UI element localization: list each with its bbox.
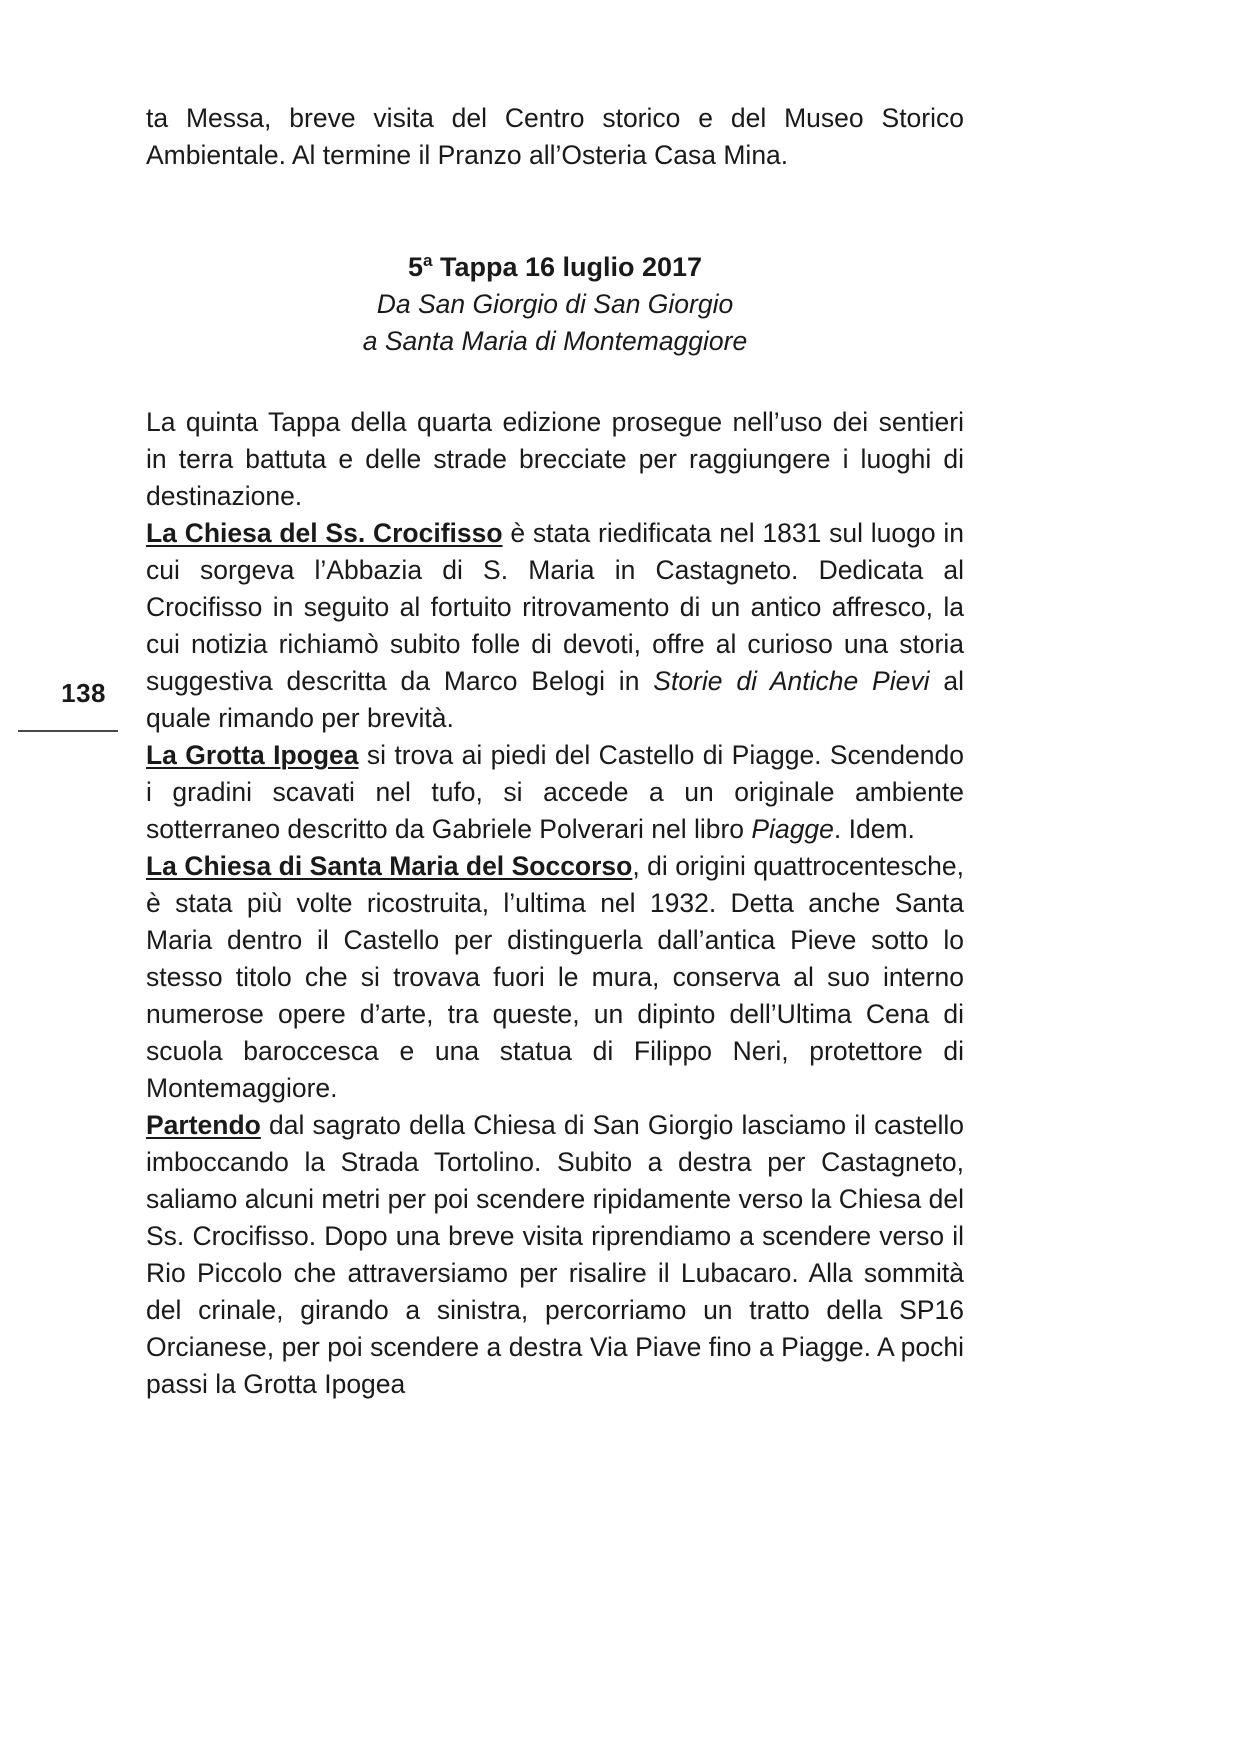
stage-heading-title: [146, 248, 964, 286]
stage-ordinal-suffix: a: [422, 251, 433, 270]
stage-number: 5: [407, 252, 423, 282]
lead-in-partendo: Partendo: [146, 1110, 261, 1140]
text-column: [146, 100, 964, 1403]
paragraph-crocifisso-text-a: è stata riedificata nel 1831 sul luogo in cui sorgeva l’Abbazia di S. Maria in Castagneto. Dedicata al Crocifisso in seguito al fortuito ritrovamento di un antico affresco, la cui notizia richiamò subito folle di devoti, offre al curioso una storia suggestiva descritta da Marco Belogi in: [146, 518, 964, 696]
book-title-piagge: Piagge: [751, 814, 834, 844]
stage-heading: [146, 248, 964, 360]
stage-subtitle-destination: a Santa Maria di Montemaggiore: [362, 326, 748, 356]
paragraph-grotta-text-a: si trova ai piedi del Castello di Piagge. Scendendo i gradini scavati nel tufo, si accede a un originale ambiente sotterraneo descritto da Gabriele Polverari nel libro: [146, 740, 964, 844]
folio-divider-rule: [18, 730, 118, 732]
page-folio-block: [0, 680, 118, 732]
stage-subtitle-origin: Da San Giorgio di San Giorgio: [376, 289, 734, 319]
intro-paragraph: ta Messa, breve visita del Centro storico e del Museo Storico Ambientale. Al termine il Pranzo all’Osteria Casa Mina.: [146, 103, 964, 170]
paragraph-grotta-ipogea: [146, 737, 964, 848]
paragraph-intro-stage: La quinta Tappa della quarta edizione prosegue nell’uso dei sentieri in terra battuta e delle strade brecciate per raggiungere i luoghi di destinazione.: [146, 407, 964, 511]
page-number: 138: [61, 678, 106, 708]
spacer-after-heading: [146, 360, 964, 404]
stage-heading-rest: Tappa 16 luglio 2017: [432, 252, 703, 282]
paragraph-partendo-text: dal sagrato della Chiesa di San Giorgio lasciamo il castello imboccando la Strada Tortolino. Subito a destra per Castagneto, saliamo alcuni metri per poi scendere ripidamente verso la Chiesa del Ss. Crocifisso. Dopo una breve visita riprendiamo a scendere verso il Rio Piccolo che attraversiamo per risalire il Lubacaro. Alla sommità del crinale, girando a sinistra, percorriamo un tratto della SP16 Orcianese, per poi scendere a destra Via Piave fino a Piagge. A pochi passi la Grotta Ipogea: [146, 1110, 964, 1399]
book-title-storie-di-antiche-pievi: Storie di Antiche Pievi: [653, 666, 930, 696]
paragraph-santa-maria-soccorso: [146, 848, 964, 1107]
lead-in-santa-maria-soccorso: La Chiesa di Santa Maria del Soccorso: [146, 851, 633, 881]
paragraph-santa-maria-text: , di origini quattrocentesche, è stata più volte ricostruita, l’ultima nel 1932. Detta anche Santa Maria dentro il Castello per distinguerla dall’antica Pieve sotto lo stesso titolo che si trovava fuori le mura, conserva al suo interno numerose opere d’arte, tra queste, un dipinto dell’Ultima Cena di scuola baroccesca e una statua di Filippo Neri, protettore di Montemaggiore.: [146, 851, 964, 1103]
paragraph-partendo: [146, 1107, 964, 1403]
spacer-before-heading: [146, 174, 964, 248]
paragraph-crocifisso-text-b: al quale rimando per brevità.: [146, 666, 964, 733]
lead-in-crocifisso: La Chiesa del Ss. Crocifisso: [146, 518, 503, 548]
paragraph-crocifisso: [146, 515, 964, 737]
lead-in-grotta-ipogea: La Grotta Ipogea: [146, 740, 359, 770]
paragraph-grotta-text-b: . Idem.: [833, 814, 915, 844]
